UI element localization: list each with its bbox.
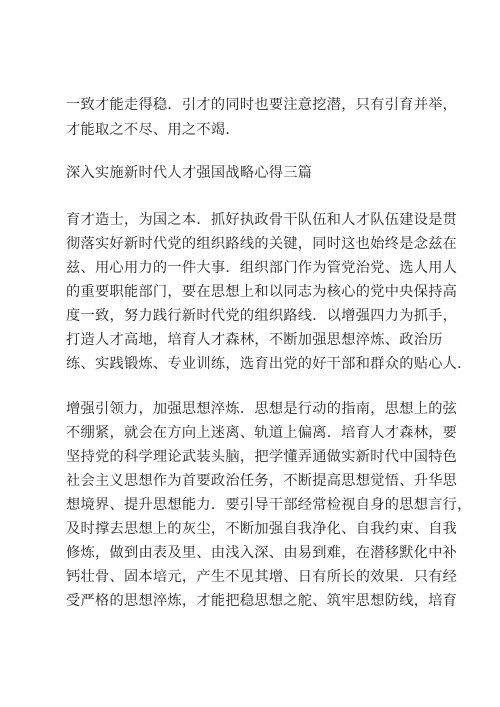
para1-line-4: 的重要职能部门，要在思想上和以同志为核心的党中央保持高 bbox=[66, 284, 458, 300]
para2-line-7: 修炼，做到由表及里、由浅入深、由易到难，在潜移默化中补 bbox=[66, 545, 458, 561]
para2-line-1: 增强引领力，加强思想淬炼．思想是行动的指南，思想上的弦 bbox=[66, 401, 458, 417]
para2-line-6: 及时撑去思想上的灰尘，不断加强自我净化、自我约束、自我 bbox=[66, 521, 458, 537]
para2-line-8: 钙壮骨、固本培元，产生不见其增、日有所长的效果．只有经 bbox=[66, 569, 458, 585]
para1-line-5: 度一致，努力践行新时代党的组织路线．以增强四力为抓手， bbox=[66, 308, 458, 324]
para2-line-5: 想境界、提升思想能力．要引导干部经常检视自身的思想言行， bbox=[66, 497, 472, 513]
para1-line-1: 育才造士，为国之本．抓好执政骨干队伍和人才队伍建设是贯 bbox=[66, 212, 458, 228]
para2-line-9: 受严格的思想淬炼，才能把稳思想之舵、筑牢思想防线，培育 bbox=[66, 593, 458, 609]
para2-line-2: 不绷紧，就会在方向上迷离、轨道上偏离．培育人才森林，要 bbox=[66, 425, 458, 441]
section-heading: 深入实施新时代人才强国战略心得三篇 bbox=[66, 165, 313, 181]
para2-line-4: 社会主义思想作为首要政治任务，不断提高思想觉悟、升华思 bbox=[66, 473, 458, 489]
intro-line-1: 一致才能走得稳．引才的同时也要注意挖潜，只有引育并举， bbox=[66, 97, 458, 113]
para1-line-7: 练、实践锻炼、专业训练，选育出党的好干部和群众的贴心人． bbox=[66, 356, 472, 372]
para1-line-6: 打造人才高地，培育人才森林，不断加强思想淬炼、政治历 bbox=[66, 332, 443, 348]
intro-line-2: 才能取之不尽、用之不竭． bbox=[66, 122, 240, 138]
para2-line-3: 坚持党的科学理论武装头脑，把学懂弄通做实新时代中国特色 bbox=[66, 449, 458, 465]
para1-line-3: 兹、用心用力的一件大事．组织部门作为管党治党、选人用人 bbox=[66, 260, 458, 276]
para1-line-2: 彻落实好新时代党的组织路线的关键，同时这也始终是念兹在 bbox=[66, 236, 458, 252]
